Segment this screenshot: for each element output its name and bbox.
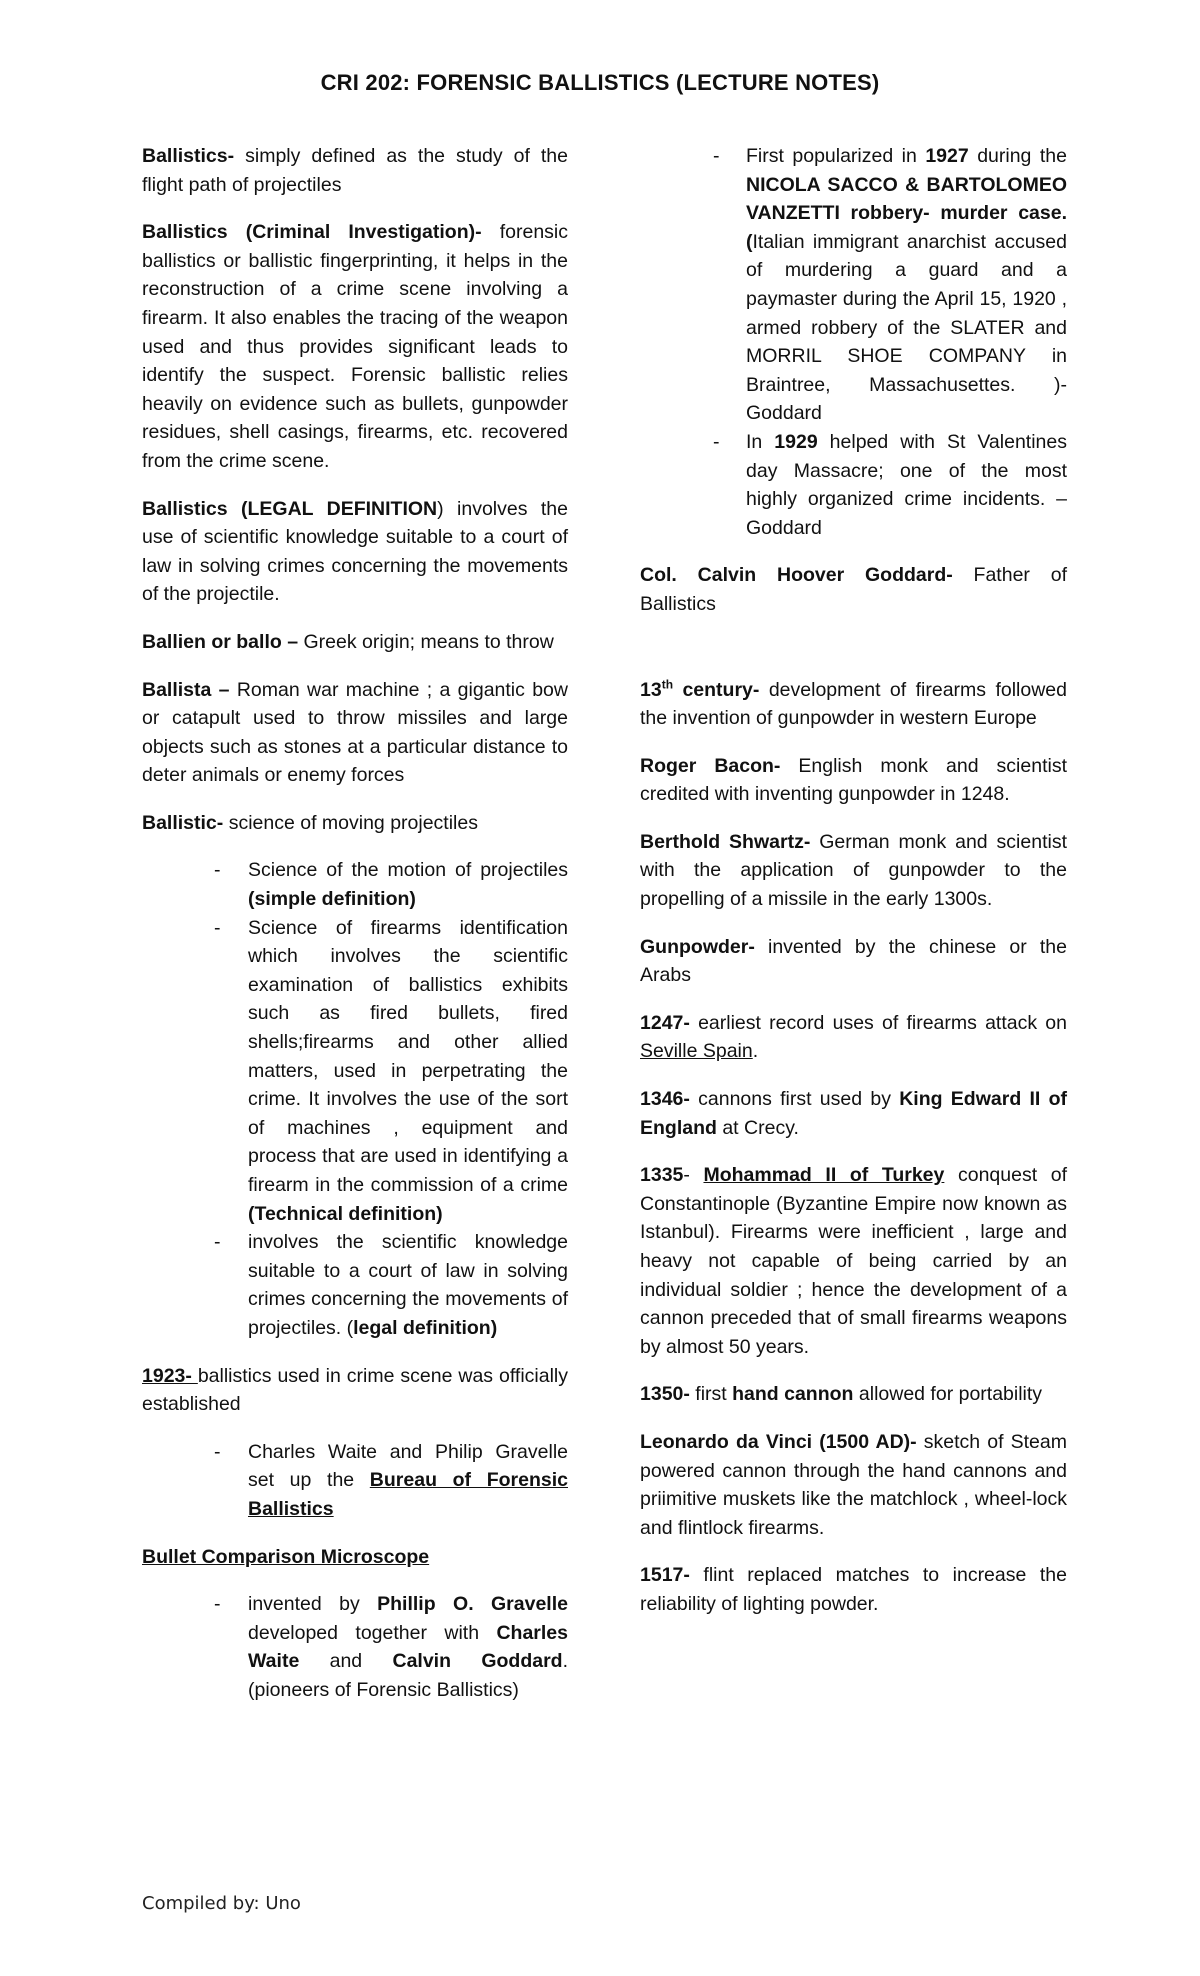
list-item: - invented by Phillip O. Gravelle developed together with Charles Waite and Calvin Goddard. (pioneers of Forensic Ballistics) xyxy=(142,1590,568,1704)
paragraph-leonardo: Leonardo da Vinci (1500 AD)- sketch of Steam powered cannon through the hand cannons and priimitive muskets like the matchlock , wheel-lock and flintlock firearms. xyxy=(640,1430,1067,1539)
paragraph-ballistic: Ballistic- science of moving projectiles xyxy=(142,811,478,834)
microscope-list xyxy=(142,1590,568,1704)
footer-compiled-by: Compiled by: Uno xyxy=(142,1893,301,1914)
paragraph-13th-century: 13th century- development of firearms followed the invention of gunpowder in western Europe xyxy=(640,677,1068,730)
paragraph-goddard: Col. Calvin Hoover Goddard- Father of Ballistics xyxy=(640,564,1067,615)
paragraph-ballistics: Ballistics- simply defined as the study of the flight path of projectiles xyxy=(142,145,568,196)
paragraph-1346: 1346- cannons first used by King Edward II of England at Crecy. xyxy=(640,1088,1068,1139)
spacer xyxy=(640,638,1067,676)
paragraph-ballistics-criminal: Ballistics (Criminal Investigation)- forensic ballistics or ballistic fingerprinting, it helps in the reconstruction of a crime scene involving a firearm. It also enables the tracing of the weapon used and thus provides significant leads to identify the suspect. Forensic ballistic relies heavily on evidence such as bullets, gunpowder residues, shell casings, firearms, etc. recovered from the crime scene. xyxy=(142,221,568,472)
page-title: CRI 202: FORENSIC BALLISTICS (LECTURE NOTES) xyxy=(320,70,880,95)
paragraph-1335: 1335- Mohammad II of Turkey conquest of Constantinople (Byzantine Empire now known as Istanbul). Firearms were inefficient , large and heavy not capable of being carried by an individual soldier ; hence the development of a cannon preceded that of small firearms weapons by almost 50 years. xyxy=(640,1164,1067,1358)
paragraph-1923: 1923- ballistics used in crime scene was officially established xyxy=(142,1364,568,1416)
paragraph-gunpowder: Gunpowder- invented by the chinese or the Arabs xyxy=(640,935,1067,987)
paragraph-1517: 1517- flint replaced matches to increase the reliability of lighting powder. xyxy=(640,1564,1067,1615)
right-column xyxy=(640,142,1067,1638)
bureau-list xyxy=(142,1438,568,1524)
paragraph-roger-bacon: Roger Bacon- English monk and scientist credited with inventing gunpowder in 1248. xyxy=(640,754,1067,806)
list-item: - involves the scientific knowledge suitable to a court of law in solving crimes concerning the movements of projectiles. (legal definition) xyxy=(142,1228,568,1342)
left-column xyxy=(142,142,568,1724)
heading-bullet-comparison-microscope: Bullet Comparison Microscope xyxy=(142,1545,430,1568)
paragraph-berthold-shwartz: Berthold Shwartz- German monk and scientist with the application of gunpowder to the propelling of a missile in the early 1300s. xyxy=(640,830,1067,911)
definition-list xyxy=(142,856,568,1342)
list-item: - First popularized in 1927 during the NICOLA SACCO & BARTOLOMEO VANZETTI robbery- murder case. (Italian immigrant anarchist accused of murdering a guard and a paymaster during the April 15, 1920 , armed robbery of the SLATER and MORRIL SHOE COMPANY in Braintree, Massachusettes. )-Goddard xyxy=(640,142,1067,428)
list-item: - Charles Waite and Philip Gravelle set up the Bureau of Forensic Ballistics xyxy=(142,1438,568,1524)
list-item: - Science of firearms identification which involves the scientific examination of ballistics exhibits such as fired bullets, fired shells;firearms and other allied matters, used in perpetrating the crime. It involves the use of the sort of machines , equipment and process that are used in identifying a firearm in the commission of a crime (Technical definition) xyxy=(142,914,568,1229)
paragraph-ballien: Ballien or ballo – Greek origin; means to throw xyxy=(142,630,554,653)
list-item: - Science of the motion of projectiles (simple definition) xyxy=(142,856,568,913)
paragraph-1350: 1350- first hand cannon allowed for portability xyxy=(640,1383,1043,1406)
paragraph-ballista: Ballista – Roman war machine ; a gigantic bow or catapult used to throw missiles and large objects such as stones at a particular distance to deter animals or enemy forces xyxy=(142,678,568,787)
paragraph-1247: 1247- earliest record uses of firearms attack on Seville Spain. xyxy=(640,1011,1067,1063)
paragraph-ballistics-legal: Ballistics (LEGAL DEFINITION) involves the use of scientific knowledge suitable to a court of law in solving crimes concerning the movements of the projectile. xyxy=(142,497,568,606)
list-item: - In 1929 helped with St Valentines day Massacre; one of the most highly organized crime incidents. –Goddard xyxy=(640,428,1067,542)
history-list xyxy=(640,142,1067,542)
